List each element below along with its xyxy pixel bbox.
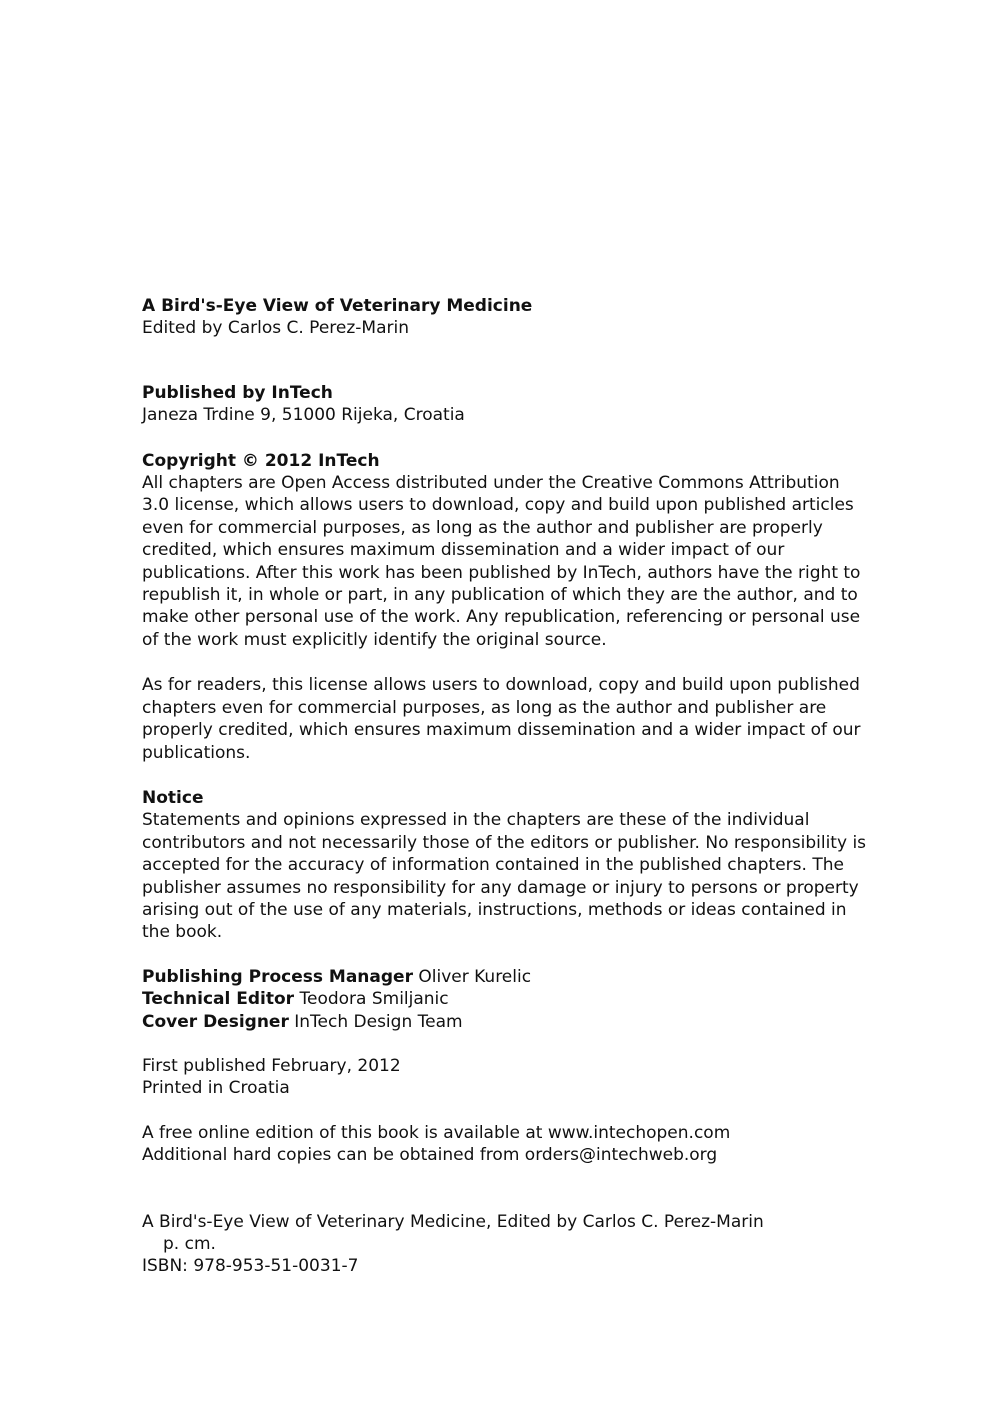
publisher-address: Janeza Trdine 9, 51000 Rijeka, Croatia — [142, 405, 465, 426]
copyright-paragraph-1: All chapters are Open Access distributed under the Creative Commons Attribution 3.0 license, which allows users to download, copy and build upon published articles even for commercial purposes, as long as the author and publisher are properly credited, which ensures maximum dissemination and a wider impact of our publications. After this work has been published by InTech, authors have the right to republish it, in whole or part, in any publication of which they are the author, and to make other personal use of the work. Any republication, referencing or personal use of the work must explicitly identify the original source. — [142, 473, 861, 650]
credit-line — [142, 1011, 872, 1033]
book-title: A Bird's-Eye View of Veterinary Medicine — [142, 296, 533, 316]
book-editor: Edited by Carlos C. Perez-Marin — [142, 318, 409, 339]
credit-role: Technical Editor — [142, 989, 295, 1010]
publisher-heading: Published by InTech — [142, 382, 333, 403]
credit-role: Publishing Process Manager — [142, 966, 413, 987]
notice-text: Statements and opinions expressed in the chapters are these of the individual contributors and not necessarily those of the editors or publisher. No responsibility is accepted for the accuracy of information contained in the published chapters. The publisher assumes no responsibility for any damage or injury to persons or property arising out of the use of any materials, instructions, methods or ideas contained in the book. — [142, 810, 867, 943]
notice-heading: Notice — [142, 787, 204, 808]
first-published: First published February, 2012 — [142, 1055, 401, 1076]
copyright-heading: Copyright © 2012 InTech — [142, 450, 380, 471]
credit-role: Cover Designer — [142, 1011, 289, 1032]
printed-in: Printed in Croatia — [142, 1078, 290, 1099]
copyright-page — [142, 295, 872, 1278]
hard-copies: Additional hard copies can be obtained from orders@intechweb.org — [142, 1145, 718, 1166]
credit-name: InTech Design Team — [294, 1011, 463, 1032]
isbn: ISBN: 978-953-51-0031-7 — [142, 1256, 359, 1277]
credit-line — [142, 966, 872, 988]
online-edition: A free online edition of this book is available at www.intechopen.com — [142, 1122, 731, 1143]
credit-line — [142, 988, 872, 1010]
credit-name: Teodora Smiljanic — [299, 989, 449, 1010]
credit-name: Oliver Kurelic — [418, 966, 532, 987]
cataloging-pages: p. cm. — [163, 1234, 216, 1254]
cataloging-title: A Bird's-Eye View of Veterinary Medicine, Edited by Carlos C. Perez-Marin — [142, 1211, 764, 1232]
copyright-paragraph-2: As for readers, this license allows users to download, copy and build upon published chapters even for commercial purposes, as long as the author and publisher are properly credited, which ensures maximum dissemination and a wider impact of our publications. — [142, 675, 861, 763]
